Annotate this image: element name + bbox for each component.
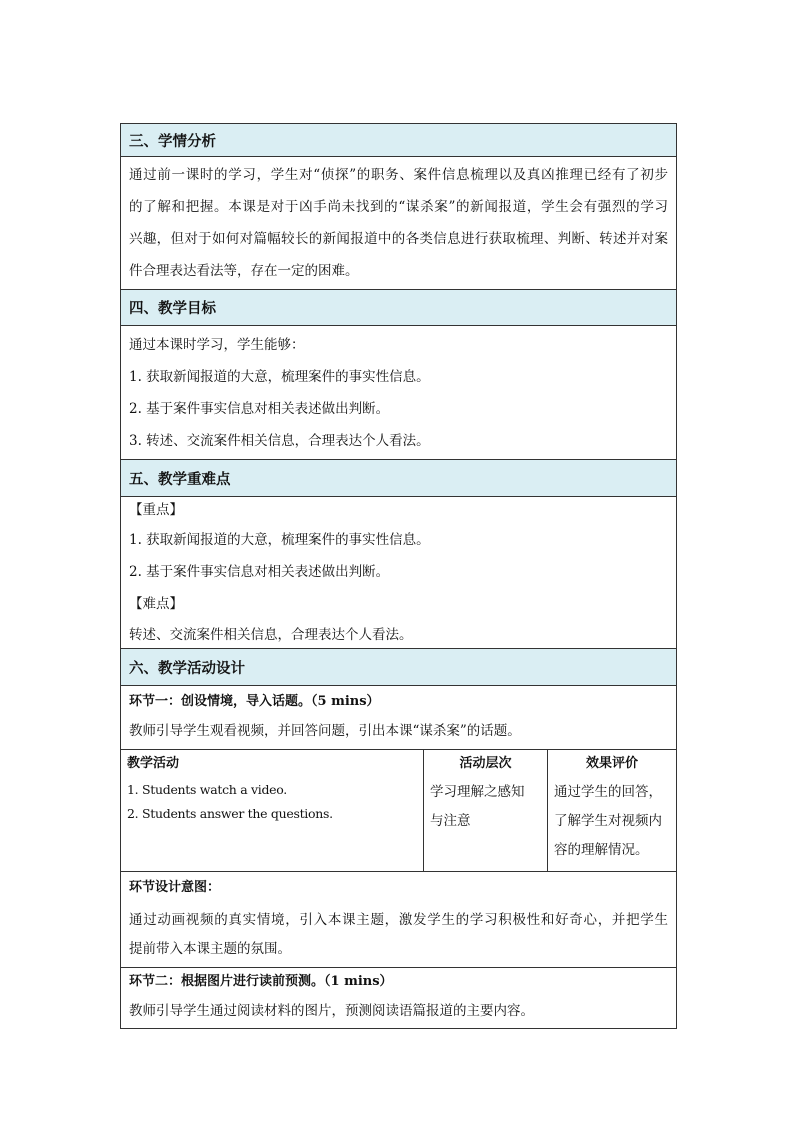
design-intent-label: 环节设计意图： [129,880,221,895]
step-one-block [121,686,676,750]
key-difficult-points-body [121,497,676,649]
level-text-line: 与注意 [430,813,471,829]
step-two-description: 教师引导学生通过阅读材料的图片，预测阅读语篇报道的主要内容。 [129,1003,534,1019]
teaching-objectives-body [121,326,676,460]
section-title-learner-analysis: 三、学情分析 [121,124,676,157]
section-title-activity-design: 六、教学活动设计 [121,649,676,686]
level-column [423,750,547,871]
evaluation-text-line: 通过学生的回答， [554,784,662,800]
list-item: 2. 基于案件事实信息对相关表述做出判断。 [129,401,390,417]
section-title-key-difficult-points: 五、教学重难点 [121,460,676,497]
objectives-intro: 通过本课时学习，学生能够： [129,337,305,353]
column-header-activity: 教学活动 [127,756,180,771]
learner-analysis-body [121,157,676,290]
level-text-line: 学习理解之感知 [430,784,525,800]
key-points-label: 【重点】 [129,502,183,518]
list-item: 2. 基于案件事实信息对相关表述做出判断。 [129,564,390,580]
activity-table [121,750,676,872]
text-line: 通过前一课时的学习，学生对“侦探”的职务、案件信息梳理以及真凶推理已经有了初步 [129,167,668,183]
text-line: 通过动画视频的真实情境，引入本课主题，激发学生的学习积极性和好奇心，并把学生 [129,912,668,928]
activity-item: 1. Students watch a video. [127,782,287,797]
difficult-points-label: 【难点】 [129,596,183,612]
step-one-heading: 环节一：创设情境，导入话题。（5 mins） [129,694,380,709]
lesson-plan-table [120,123,677,1029]
column-header-evaluation: 效果评价 [585,756,638,771]
evaluation-column [547,750,676,871]
column-header-level: 活动层次 [459,756,512,771]
text-line: 件合理表达看法等，存在一定的困难。 [129,263,359,279]
text-line: 提前带入本课主题的氛围。 [129,941,291,957]
activity-column [121,750,423,871]
step-two-heading: 环节二：根据图片进行读前预测。（1 mins） [129,974,393,989]
step-two-block [121,968,676,1028]
list-item: 1. 获取新闻报道的大意，梳理案件的事实性信息。 [129,369,430,385]
design-intent-block [121,872,676,968]
text-line: 的了解和把握。本课是对于凶手尚未找到的“谋杀案”的新闻报道，学生会有强烈的学习 [129,199,668,215]
list-item: 1. 获取新闻报道的大意，梳理案件的事实性信息。 [129,532,430,548]
list-item: 3. 转述、交流案件相关信息，合理表达个人看法。 [129,433,430,449]
step-one-description: 教师引导学生观看视频，并回答问题，引出本课“谋杀案”的话题。 [129,723,521,739]
evaluation-text-line: 容的理解情况。 [554,842,649,858]
difficult-points-text: 转述、交流案件相关信息，合理表达个人看法。 [129,627,413,643]
evaluation-text-line: 了解学生对视频内 [554,813,662,829]
section-title-teaching-objectives: 四、教学目标 [121,290,676,326]
text-line: 兴趣，但对于如何对篇幅较长的新闻报道中的各类信息进行获取梳理、判断、转述并对案 [129,231,668,247]
activity-item: 2. Students answer the questions. [127,806,333,821]
